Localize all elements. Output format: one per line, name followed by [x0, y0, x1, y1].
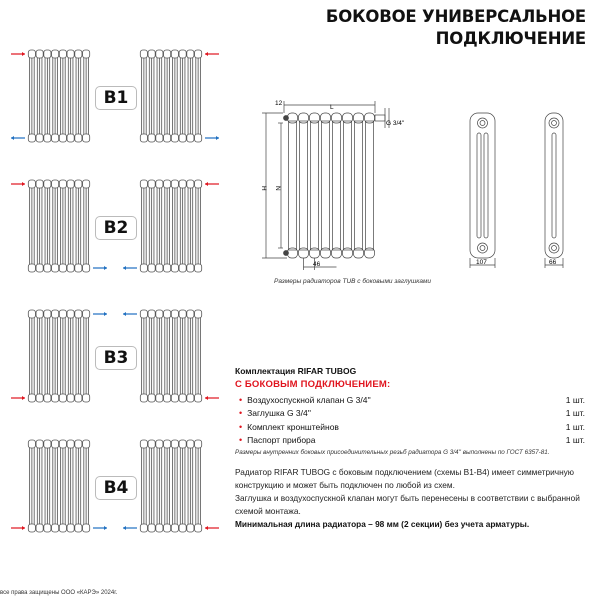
- kit-item: [235, 434, 585, 448]
- bullet-icon: •: [239, 421, 243, 432]
- flow-arrow-icon: [11, 526, 25, 530]
- kit-item-qty: 1 шт.: [565, 394, 585, 405]
- scheme-label: B3: [95, 346, 137, 370]
- description: [235, 466, 585, 531]
- radiator-icon: [140, 310, 201, 402]
- description-p2: Заглушка и воздухоспускной клапан могут быть перенесены в соответствии с выбранной схемой монтажа.: [235, 493, 580, 516]
- flow-arrow-icon: [93, 526, 107, 530]
- bullet-icon: •: [239, 435, 243, 446]
- kit-item-qty: 1 шт.: [565, 435, 585, 446]
- dim-depth-107: 107: [476, 259, 487, 266]
- dim-axis: N: [274, 186, 281, 191]
- kit-item: [235, 420, 585, 434]
- bullet-icon: •: [239, 394, 243, 405]
- dim-thread: G 3/4'': [386, 120, 405, 127]
- side-view-3-tube: [470, 113, 495, 268]
- description-p3: [235, 518, 585, 531]
- kit-item-name: [239, 395, 371, 405]
- kit-item-name: [239, 422, 339, 432]
- kit-item-name: [239, 435, 316, 445]
- dim-pitch: 46: [313, 261, 321, 268]
- scheme-label: B1: [95, 86, 137, 110]
- copyright-footer: все права защищены ООО «КАРЭ» 2024г.: [0, 590, 118, 596]
- kit-title: Комплектация RIFAR TUBOG: [235, 366, 357, 376]
- kit-item-label: Заглушка G 3/4'': [247, 408, 311, 419]
- radiator-icon: [28, 310, 89, 402]
- flow-arrow-icon: [205, 526, 219, 530]
- radiator-icon: [140, 440, 201, 532]
- title-line-2: ПОДКЛЮЧЕНИЕ: [435, 29, 586, 48]
- drawing-caption: Размеры радиаторов TUB с боковыми заглушками: [274, 278, 432, 285]
- kit-note: Размеры внутренних боковых присоединительных резьб радиатора G 3/4'' выполнены по ГОСТ 6357-81.: [235, 449, 550, 456]
- scheme-label: B2: [95, 216, 137, 240]
- flow-arrow-icon: [123, 526, 137, 530]
- side-view-2-tube: [545, 113, 563, 268]
- kit-item: [235, 393, 585, 407]
- bullet-icon: •: [239, 408, 243, 419]
- dim-height: H: [260, 186, 267, 191]
- kit-subtitle: С БОКОВЫМ ПОДКЛЮЧЕНИЕМ:: [235, 379, 391, 390]
- flow-arrow-icon: [93, 312, 107, 316]
- flow-arrow-icon: [205, 396, 219, 400]
- kit-item-qty: 1 шт.: [565, 421, 585, 432]
- dim-offset: 12: [275, 100, 283, 107]
- kit-item-label: Комплект кронштейнов: [247, 421, 339, 432]
- radiator-icon: [28, 440, 89, 532]
- flow-arrow-icon: [123, 312, 137, 316]
- kit-item-label: Паспорт прибора: [247, 435, 316, 446]
- dim-length: L: [330, 104, 334, 111]
- description-p1: Радиатор RIFAR TUBOG с боковым подключением (схемы B1-B4) имеет симметричную конструкцию и может быть подключен по любой из схем.: [235, 467, 575, 490]
- kit-list: [235, 366, 585, 456]
- kit-item-name: [239, 408, 311, 418]
- flow-arrow-icon: [11, 396, 25, 400]
- min-length-note: Минимальная длина радиатора – 98 мм (2 секции) без учета арматуры.: [235, 519, 530, 529]
- title-line-1: БОКОВОЕ УНИВЕРСАЛЬНОЕ: [325, 7, 586, 26]
- kit-item: [235, 407, 585, 421]
- kit-item-label: Воздухоспускной клапан G 3/4'': [247, 394, 371, 405]
- dim-depth-66: 66: [549, 259, 557, 266]
- kit-item-qty: 1 шт.: [565, 408, 585, 419]
- scheme-label: B4: [95, 476, 137, 500]
